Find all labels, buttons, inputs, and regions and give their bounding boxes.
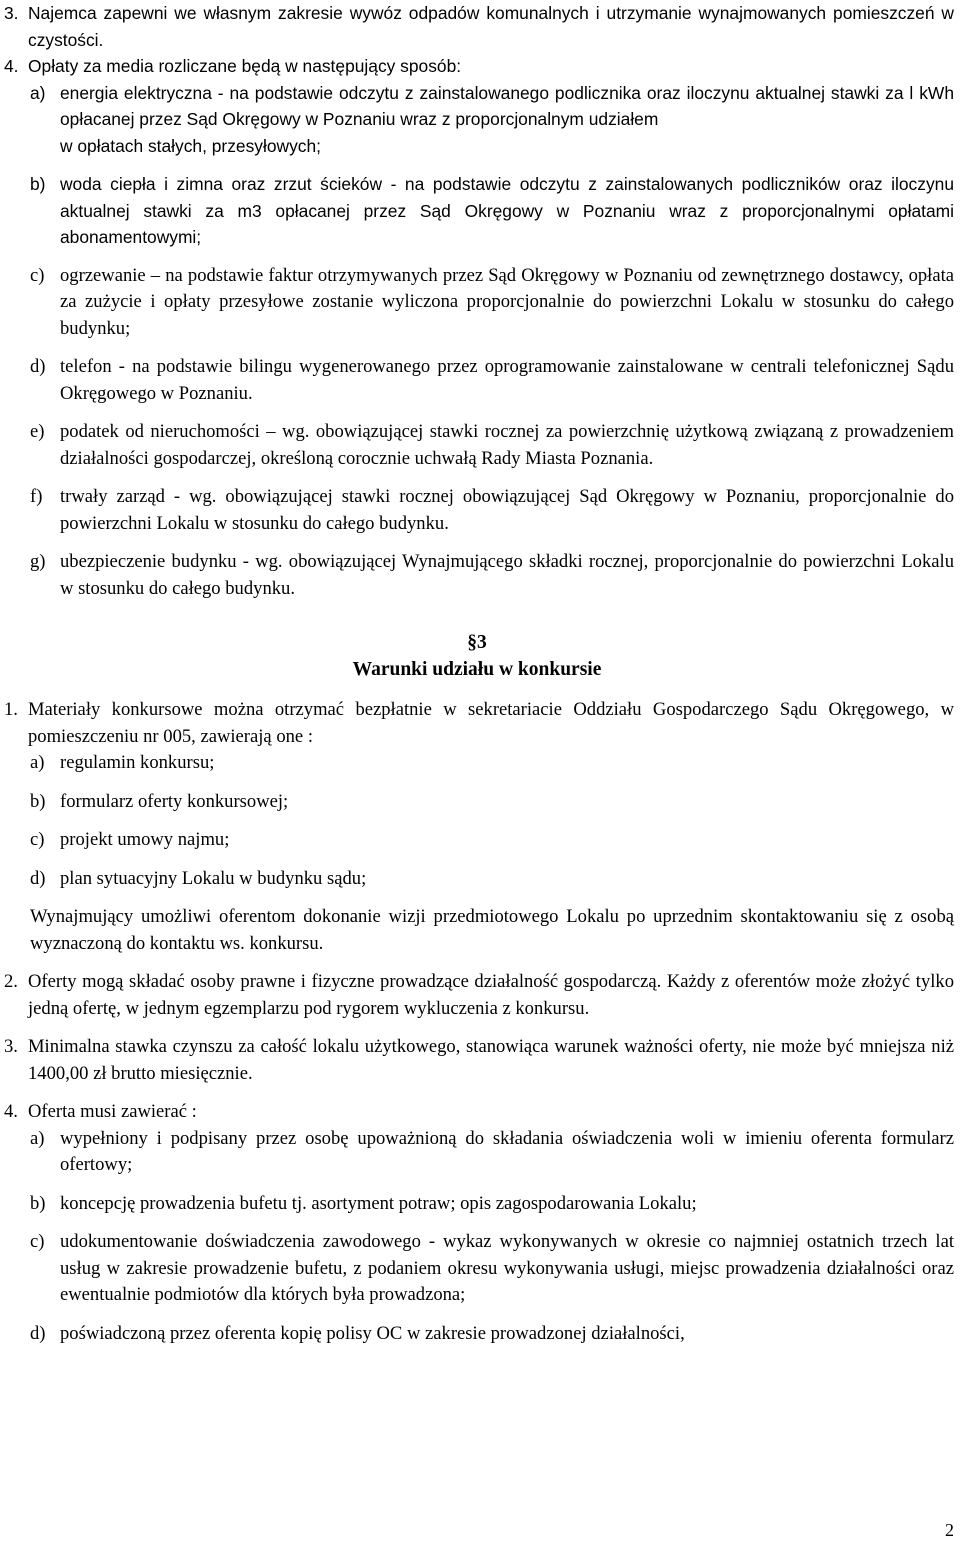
item-text: trwały zarząd - wg. obowiązującej stawki rocznej obowiązującej Sąd Okręgowy w Poznaniu, proporcjonalnie do powierzchni Lokalu w stosunku do całego budynku.: [60, 486, 954, 534]
paragraph-1-note: Wynajmujący umożliwi oferentom dokonanie wizji przedmiotowego Lokalu po uprzednim skontaktowaniu się z osobą wyznaczoną do kontaktu ws. konkursu.: [30, 906, 954, 954]
media-item-g: [0, 549, 954, 602]
item-text: Najemca zapewni we własnym zakresie wywóz odpadów komunalnych i utrzymanie wynajmowanych pomieszczeń w czystości.: [28, 3, 954, 50]
item-number: 4.: [4, 56, 19, 76]
item-label: d): [30, 1322, 46, 1344]
paragraph-1: [0, 697, 954, 750]
item-label: c): [30, 829, 45, 850]
paragraph-2: [0, 969, 954, 1022]
item-label: e): [30, 421, 45, 442]
offer-item-c: [0, 1229, 954, 1309]
item-text: projekt umowy najmu;: [60, 829, 230, 850]
item-text: Opłaty za media rozliczane będą w następujący sposób:: [28, 56, 462, 76]
section-number: §3: [467, 632, 487, 653]
item-text: Minimalna stawka czynszu za całość lokalu użytkowego, stanowiąca warunek ważności oferty, nie może być mniejsza niż 1400,00 zł brutto miesięcznie.: [28, 1036, 954, 1084]
item-label: b): [30, 790, 46, 812]
media-section: [0, 0, 960, 251]
item-label: a): [30, 1127, 45, 1149]
item-text: energia elektryczna - na podstawie odczytu z zainstalowanego podlicznika oraz iloczynu aktualnej stawki za l kWh opłacanej przez Sąd Okręgowy w Poznaniu wraz z proporcjonalnym udziałem: [60, 82, 954, 129]
item-text: poświadczoną przez oferenta kopię polisy OC w zakresie prowadzonej działalności,: [60, 1322, 685, 1344]
item-number: 3.: [4, 3, 19, 23]
item-text: telefon - na podstawie bilingu wygenerowanego przez oprogramowanie zainstalowane w centrali telefonicznej Sądu Okręgowego w Poznaniu.: [60, 356, 954, 404]
item-text: koncepcję prowadzenia bufetu tj. asortyment potraw; opis zagospodarowania Lokalu;: [60, 1192, 697, 1214]
item-label: a): [30, 752, 45, 773]
item-text: regulamin konkursu;: [60, 752, 215, 773]
material-item-b: [0, 789, 954, 816]
item-text: plan sytuacyjny Lokalu w budynku sądu;: [60, 867, 367, 889]
item-text: Oferta musi zawierać :: [28, 1101, 197, 1122]
item-label: f): [30, 486, 43, 507]
item-text: udokumentowanie doświadczenia zawodowego - wykaz wykonywanych w okresie co najmniej ostatnich trzech lat usług w zakresie prowadzenie bufetu, z podaniem okresu wykonywania usługi, miejsc prowadzenia działalności oraz ewentualnie podmiotów dla których była prowadzona;: [60, 1231, 954, 1305]
page-number: 2: [945, 1520, 954, 1540]
section-sign-icon: §: [467, 632, 477, 653]
item-number: 2.: [4, 971, 18, 992]
item-text: Materiały konkursowe można otrzymać bezpłatnie w sekretariacie Oddziału Gospodarczego Sądu Okręgowego, w pomieszczeniu nr 005, zawierają one :: [28, 699, 954, 747]
item-number: 1.: [4, 699, 18, 720]
section-title: Warunki udziału w konkursie: [352, 658, 602, 680]
item-text: ogrzewanie – na podstawie faktur otrzymywanych przez Sąd Okręgowy w Poznaniu od zewnętrznego dostawcy, opłata za zużycie i opłaty przesyłowe zostanie wyliczona proporcjonalnie do powierzchni Lokalu w stosunku do całego budynku;: [60, 264, 954, 339]
material-item-d: [0, 866, 954, 893]
paragraph-4: [0, 1099, 954, 1126]
item-text: formularz oferty konkursowej;: [60, 790, 289, 812]
item-text: wypełniony i podpisany przez osobę upoważnioną do składania oświadczenia woli w imieniu oferenta formularz ofertowy;: [60, 1127, 954, 1175]
item-label: b): [30, 174, 46, 194]
item-label: c): [30, 1231, 45, 1252]
media-item-a: [0, 80, 954, 160]
intro-item-4: [0, 53, 954, 80]
item-label: g): [30, 551, 46, 572]
item-label: c): [30, 264, 45, 286]
item-text-continued: w opłatach stałych, przesyłowych;: [60, 135, 321, 156]
item-number: 4.: [4, 1101, 18, 1122]
item-label: b): [30, 1192, 46, 1214]
item-text: ubezpieczenie budynku - wg. obowiązującej Wynajmującego składki rocznej, proporcjonalnie do powierzchni Lokalu w stosunku do całego budynku.: [60, 551, 954, 599]
material-item-c: [0, 827, 954, 854]
media-item-d: [0, 354, 954, 407]
media-item-c: [0, 263, 954, 343]
media-section-serif: [0, 251, 960, 1348]
item-label: d): [30, 867, 46, 889]
media-item-e: [0, 419, 954, 472]
media-item-b: [0, 171, 954, 251]
item-number: 3.: [4, 1036, 18, 1057]
offer-item-a: [0, 1126, 954, 1179]
offer-item-d: [0, 1321, 954, 1348]
item-label: d): [30, 356, 46, 377]
offer-item-b: [0, 1191, 954, 1218]
item-label: a): [30, 82, 46, 103]
item-text: woda ciepła i zimna oraz zrzut ścieków - na podstawie odczytu z zainstalowanych podliczników oraz iloczynu aktualnej stawki za m3 opłacanej przez Sąd Okręgowy w Poznaniu wraz z proporcjonalnymi opłatami abonamentowymi;: [60, 174, 954, 247]
material-item-a: [0, 750, 954, 777]
item-text: podatek od nieruchomości – wg. obowiązującej stawki rocznej za powierzchnię użytkową związaną z prowadzeniem działalności gospodarczej, określoną corocznie uchwałą Rady Miasta Poznania.: [60, 421, 954, 469]
intro-item-3: [0, 0, 954, 53]
media-item-f: [0, 484, 954, 537]
paragraph-3: [0, 1034, 954, 1087]
item-text: Oferty mogą składać osoby prawne i fizyczne prowadzące działalność gospodarczą. Każdy z oferentów może złożyć tylko jedną ofertę, w jednym egzemplarzu pod rygorem wykluczenia z konkursu.: [28, 971, 954, 1019]
